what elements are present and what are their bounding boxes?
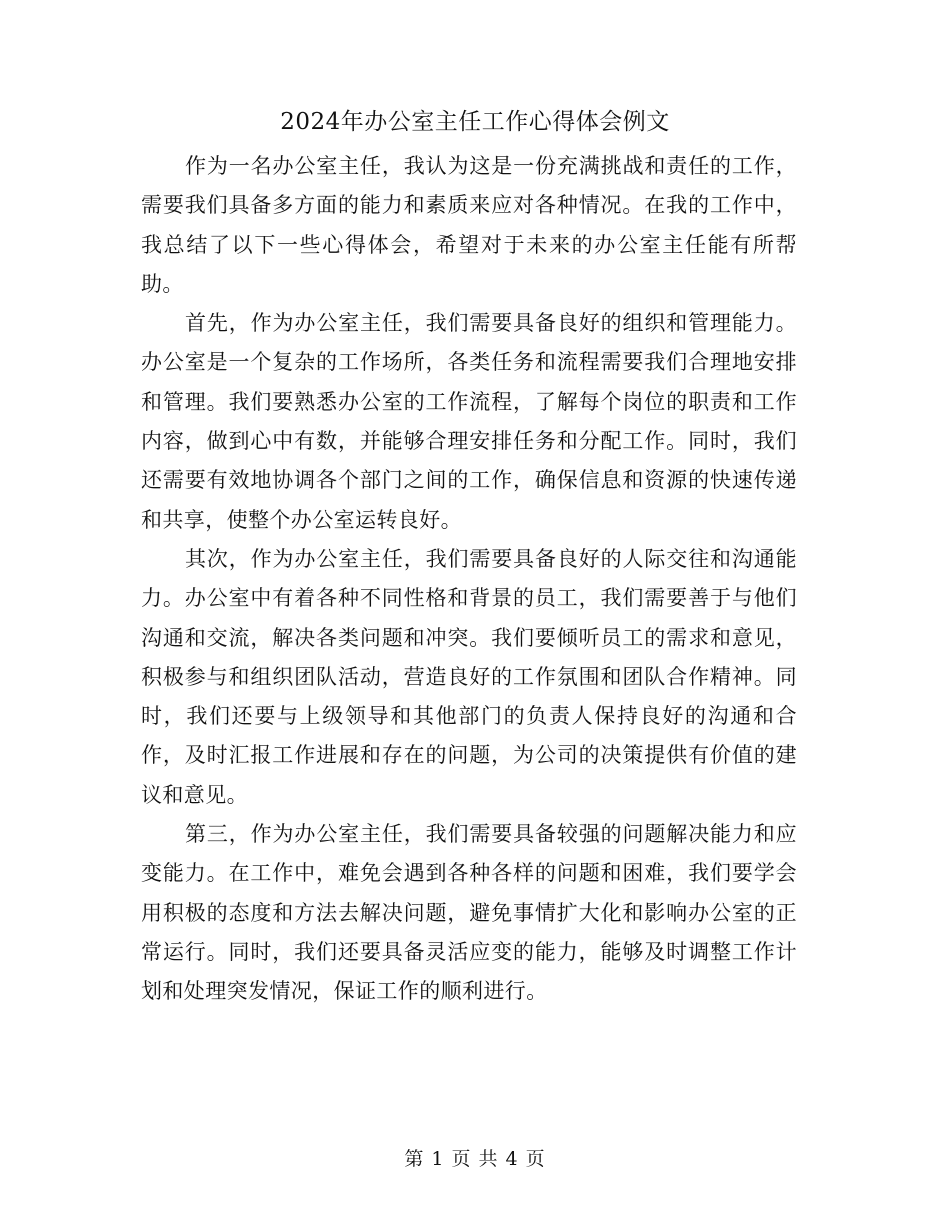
- paragraph-communication: 其次，作为办公室主任，我们需要具备良好的人际交往和沟通能力。办公室中有着各种不同性格和背景的员工，我们需要善于与他们沟通和交流，解决各类问题和冲突。我们要倾听员工的需求和意见，积极参与和组织团队活动，营造良好的工作氛围和团队合作精神。同时，我们还要与上级领导和其他部门的负责人保持良好的沟通和合作，及时汇报工作进展和存在的问题，为公司的决策提供有价值的建议和意见。: [141, 546, 797, 807]
- document-title: 2024年办公室主任工作心得体会例文: [280, 109, 670, 135]
- paragraph-problem-solving: 第三，作为办公室主任，我们需要具备较强的问题解决能力和应变能力。在工作中，难免会遇到各种各样的问题和困难，我们要学会用积极的态度和方法去解决问题，避免事情扩大化和影响办公室的正常运行。同时，我们还要具备灵活应变的能力，能够及时调整工作计划和处理突发情况，保证工作的顺利进行。: [141, 822, 797, 1004]
- page-number-footer: 第 1 页 共 4 页: [404, 1148, 546, 1170]
- paragraph-intro: 作为一名办公室主任，我认为这是一份充满挑战和责任的工作，需要我们具备多方面的能力和素质来应对各种情况。在我的工作中，我总结了以下一些心得体会，希望对于未来的办公室主任能有所帮助。: [141, 154, 797, 296]
- paragraph-organization: 首先，作为办公室主任，我们需要具备良好的组织和管理能力。办公室是一个复杂的工作场所，各类任务和流程需要我们合理地安排和管理。我们要熟悉办公室的工作流程，了解每个岗位的职责和工作内容，做到心中有数，并能够合理安排任务和分配工作。同时，我们还需要有效地协调各个部门之间的工作，确保信息和资源的快速传递和共享，使整个办公室运转良好。: [141, 311, 797, 532]
- document-body: [141, 147, 797, 1012]
